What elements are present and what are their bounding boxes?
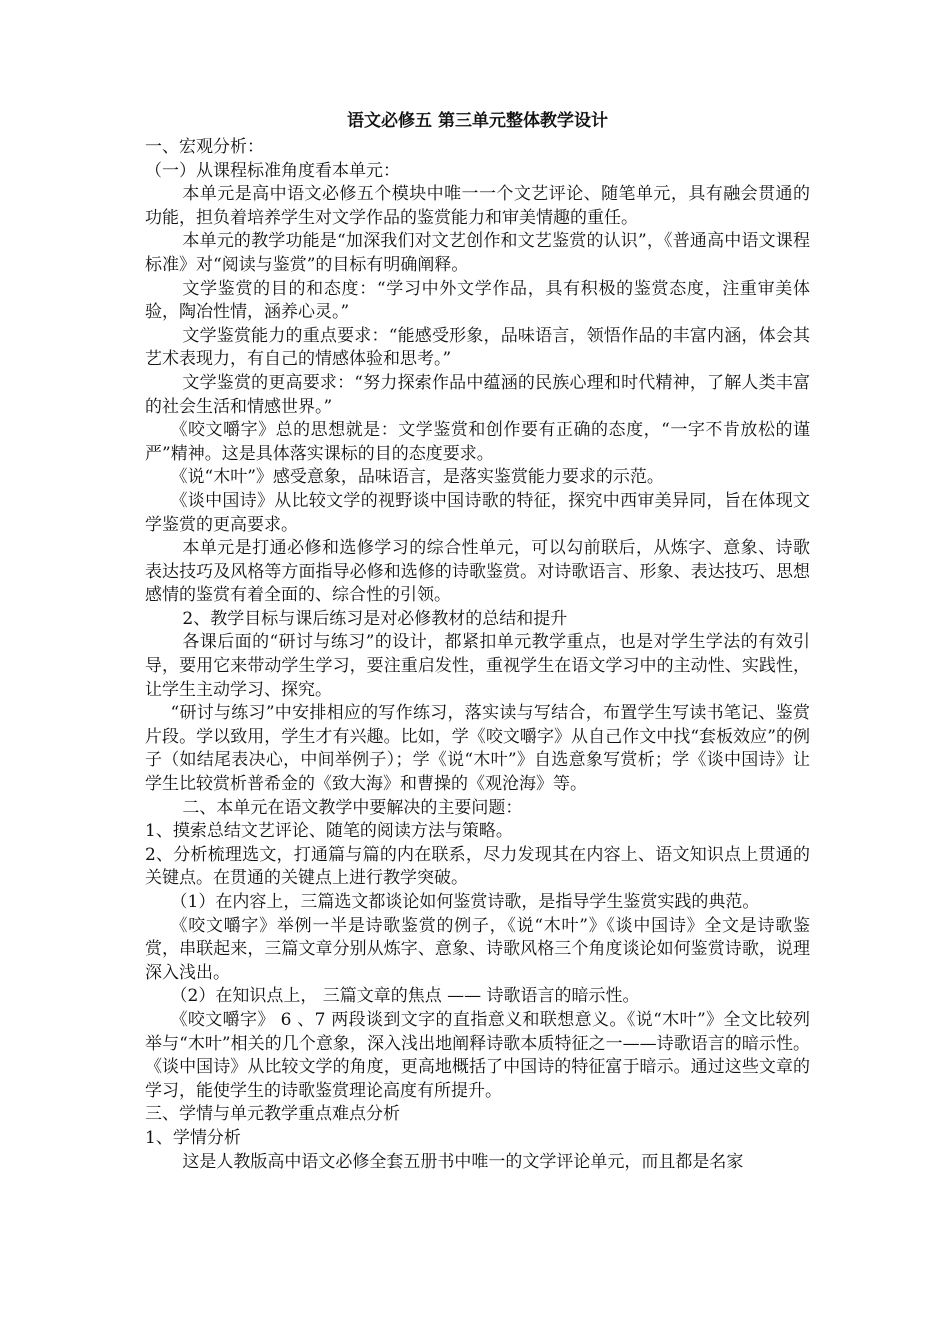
paragraph: （2）在知识点上， 三篇文章的焦点 —— 诗歌语言的暗示性。 [170,986,640,1007]
subheading: 1、学情分析 [145,1127,241,1148]
subsection-heading-1: （一）从课程标准角度看本单元： [145,160,400,181]
paragraph: 文学鉴赏能力的重点要求：“能感受形象，品味语言，领悟作品的丰富内涵，体会其艺术表现力，有自己的情感体验和思考。” [145,325,810,370]
paragraph: 这是人教版高中语文必修全套五册书中唯一的文学评论单元，而且都是名家 [182,1151,744,1172]
paragraph: 《谈中国诗》从比较文学的视野谈中国诗歌的特征，探究中西审美异同，旨在体现文学鉴赏的更高要求。 [145,490,810,535]
paragraph: 本单元是打通必修和选修学习的综合性单元，可以勾前联后，从炼字、意象、诗歌表达技巧及风格等方面指导必修和选修的诗歌鉴赏。对诗歌语言、形象、表达技巧、思想感情的鉴赏有着全面的、综合性的引领。 [145,538,810,606]
paragraph: 本单元的教学功能是“加深我们对文艺创作和文艺鉴赏的认识”，《普通高中语文课程标准》对“阅读与鉴赏”的目标有明确阐释。 [145,231,810,275]
paragraph: 《说“木叶”》感受意象，品味语言，是落实鉴赏能力要求的示范。 [170,467,664,488]
paragraph: 《咬文嚼字》举例一半是诗歌鉴赏的例子，《说“木叶”》《谈中国诗》全文是诗歌鉴赏，串联起来，三篇文章分别从炼字、意象、诗歌风格三个角度谈论如何鉴赏诗歌，说理深入浅出。 [145,915,810,983]
paragraph: 文学鉴赏的更高要求：“努力探索作品中蕴涵的民族心理和时代精神，了解人类丰富的社会生活和情感世界。” [145,372,810,417]
list-item: 1、摸索总结文艺评论、随笔的阅读方法与策略。 [145,821,513,842]
paragraph: 各课后面的“研讨与练习”的设计，都紧扣单元教学重点，也是对学生学法的有效引导，要用它来带动学生学习，要注重启发性，重视学生在语文学习中的主动性、实践性，让学生主动学习、探究。 [145,632,810,700]
paragraph: 《咬文嚼字》总的思想就是：文学鉴赏和创作要有正确的态度，“一字不肯放松的谨严”精神。这是具体落实课标的目的态度要求。 [145,420,810,464]
section-heading-1: 一、宏观分析： [145,137,264,157]
document-page [145,108,810,1174]
section-heading-3: 三、学情与单元教学重点难点分析 [145,1104,400,1125]
subheading: 2、教学目标与课后练习是对必修教材的总结和提升 [182,608,568,629]
paragraph: （1）在内容上，三篇选文都谈论如何鉴赏诗歌，是指导学生鉴赏实践的典范。 [170,892,760,912]
paragraph: 《咬文嚼字》 6 、7 两段谈到文字的直指意义和联想意义。《说“木叶”》全文比较列举与“木叶”相关的几个意象，深入浅出地阐释诗歌本质特征之一——诗歌语言的暗示性。《谈中国诗》从比较文学的角度，更高地概括了中国诗的特征富于暗示。通过这些文章的学习，能使学生的诗歌鉴赏理论高度有所提升。 [145,1009,810,1101]
paragraph: 文学鉴赏的目的和态度：“学习中外文学作品，具有积极的鉴赏态度，注重审美体验，陶冶性情，涵养心灵。” [145,278,810,323]
paragraph: “研讨与练习”中安排相应的写作练习，落实读与写结合，布置学生写读书笔记、鉴赏片段。学以致用，学生才有兴趣。比如，学《咬文嚼字》从自己作文中找“套板效应”的例子（如结尾表决心，中间举例子）；学《说“木叶”》自选意象写赏析；学《谈中国诗》让学生比较赏析普希金的《致大海》和曹操的《观沧海》等。 [145,703,810,795]
list-item: 2、分析梳理选文，打通篇与篇的内在联系，尽力发现其在内容上、语文知识点上贯通的关键点。在贯通的关键点上进行教学突破。 [145,844,810,889]
document-title: 语文必修五 第三单元整体教学设计 [347,111,608,131]
paragraph: 本单元是高中语文必修五个模块中唯一一个文艺评论、随笔单元，具有融会贯通的功能，担负着培养学生对文学作品的鉴赏能力和审美情趣的重任。 [145,184,810,228]
section-heading-2: 二、本单元在语文教学中要解决的主要问题： [182,797,523,818]
